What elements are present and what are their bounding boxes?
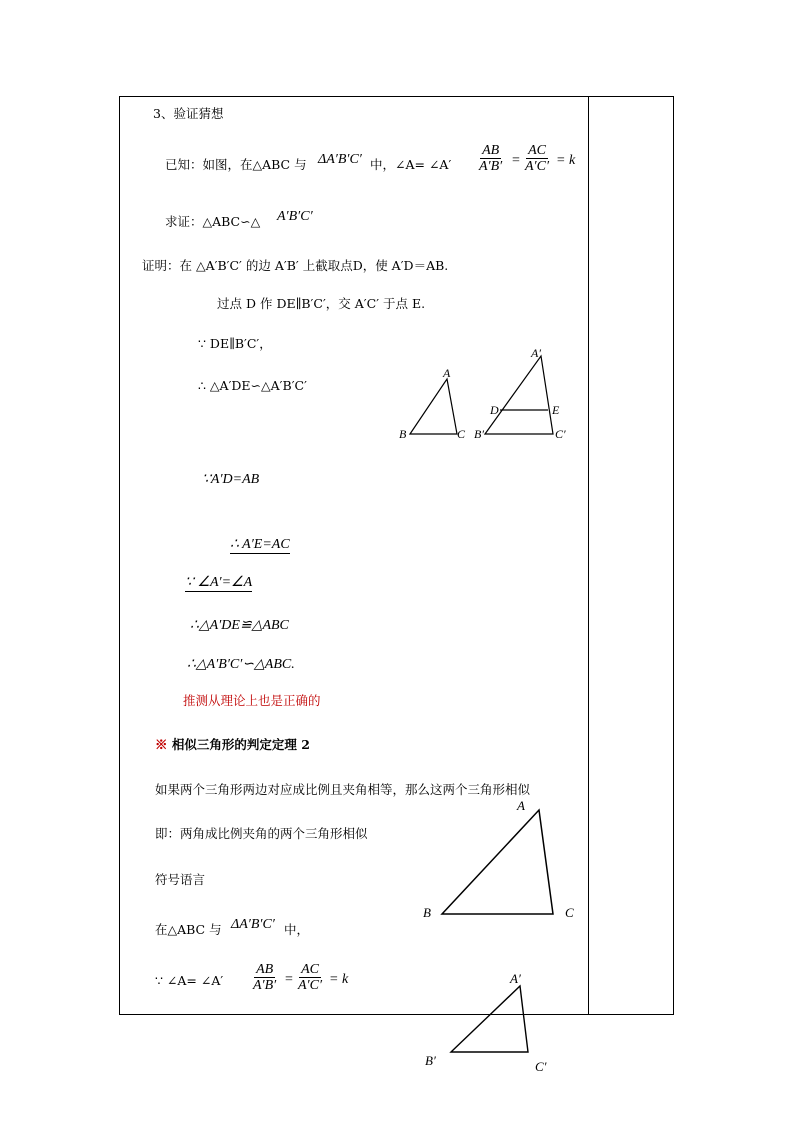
proof-line-3: ∵ DE∥B′C′，: [198, 336, 272, 351]
figure-1: [395, 340, 580, 450]
symbol-fraction-ac: [296, 962, 324, 993]
proof-line-7: [185, 574, 252, 591]
fig3-label-a: A′: [510, 971, 521, 986]
given-k: = k: [556, 153, 576, 168]
large-label-b: B′: [474, 427, 484, 441]
given-prefix: 已知：如图，在△ABC 与: [165, 157, 307, 172]
symbol-frac2-num: AC: [301, 962, 319, 977]
prove-triangle: A′B′C′: [277, 209, 313, 224]
given-fraction-ac: [523, 143, 551, 174]
table-border-left: [119, 96, 120, 1015]
theorem-statement: 如果两个三角形两边对应成比例且夹角相等，那么这两个三角形相似: [155, 782, 531, 797]
theorem-mark: ※: [155, 737, 168, 752]
fig3-label-b: B′: [425, 1053, 436, 1068]
fig3-label-c: C′: [535, 1059, 547, 1074]
theorem-title-row: [155, 735, 310, 753]
small-triangle: [410, 379, 457, 434]
proof-conclusion: 推测从理论上也是正确的: [183, 693, 321, 708]
given-frac2-num: AC: [528, 143, 546, 158]
symbol-frac1-num: AB: [256, 962, 274, 977]
triangle-a-prime: [451, 986, 528, 1052]
symbol-equals: =: [285, 972, 293, 987]
given-frac1-den: A′B′: [479, 159, 503, 174]
given-triangle: ΔA′B′C′: [318, 152, 362, 167]
large-label-a: A′: [531, 346, 541, 360]
small-label-b: B: [399, 427, 407, 441]
proof-line-5: ∵A′D=AB: [202, 472, 260, 487]
given-equals: =: [512, 153, 520, 168]
figure-3: [415, 965, 565, 1080]
small-label-a: A: [443, 366, 451, 380]
figure-2: [415, 795, 585, 925]
section-title: 3、验证猜想: [153, 106, 224, 121]
fig2-label-a: A: [517, 798, 525, 813]
symbol-frac2-den: A′C′: [298, 978, 323, 993]
symbol-k: = k: [329, 972, 349, 987]
given-suffix: 中，∠A= ∠A′: [370, 157, 452, 172]
proof-line-1: 证明：在 △A′B′C′ 的边 A′B′ 上截取点D，使 A′D＝AB.: [142, 258, 449, 273]
symbol-line-1-triangle: ΔA′B′C′: [231, 917, 275, 932]
theorem-short: 即：两角成比例夹角的两个三角形相似: [155, 826, 368, 841]
symbol-frac1-den: A′B′: [253, 978, 277, 993]
table-border-bottom: [119, 1014, 674, 1015]
proof-line-6-text: ∴ A′E=AC: [230, 537, 290, 552]
symbol-fraction-ab: [251, 962, 278, 993]
proof-line-2: 过点 D 作 DE∥B′C′，交 A′C′ 于点 E.: [217, 296, 426, 311]
triangle-abc: [442, 810, 553, 914]
proof-line-6: [230, 536, 290, 553]
large-label-c: C′: [555, 427, 566, 441]
proof-line-7-text: ∵ ∠A′=∠A: [185, 575, 253, 590]
given-frac2-den: A′C′: [525, 159, 550, 174]
symbol-line-2-prefix: ∵ ∠A= ∠A′: [155, 973, 224, 988]
symbol-line-1-suffix: 中，: [284, 922, 310, 937]
given-fraction-ab: [477, 143, 504, 174]
symbol-label: 符号语言: [155, 872, 206, 887]
large-triangle: [485, 356, 553, 434]
prove-prefix: 求证：△ABC∽△: [165, 214, 261, 229]
table-border-divider: [588, 96, 589, 1015]
fig2-label-b: B: [423, 905, 431, 920]
theorem-title: 相似三角形的判定定理 2: [171, 737, 310, 752]
symbol-line-1-prefix: 在△ABC 与: [155, 922, 222, 937]
given-frac1-num: AB: [482, 143, 500, 158]
fig2-label-c: C: [565, 905, 574, 920]
proof-line-9: ∴△A′B′C′∽△ABC.: [187, 657, 295, 672]
proof-line-8: ∴△A′DE≌△ABC: [190, 618, 289, 633]
table-border-right: [673, 96, 674, 1015]
small-label-c: C: [457, 427, 466, 441]
proof-line-4: ∴ △A′DE∽△A′B′C′: [198, 378, 307, 393]
large-label-d: D: [490, 403, 499, 417]
large-label-e: E: [552, 403, 560, 417]
table-border-top: [119, 96, 674, 97]
